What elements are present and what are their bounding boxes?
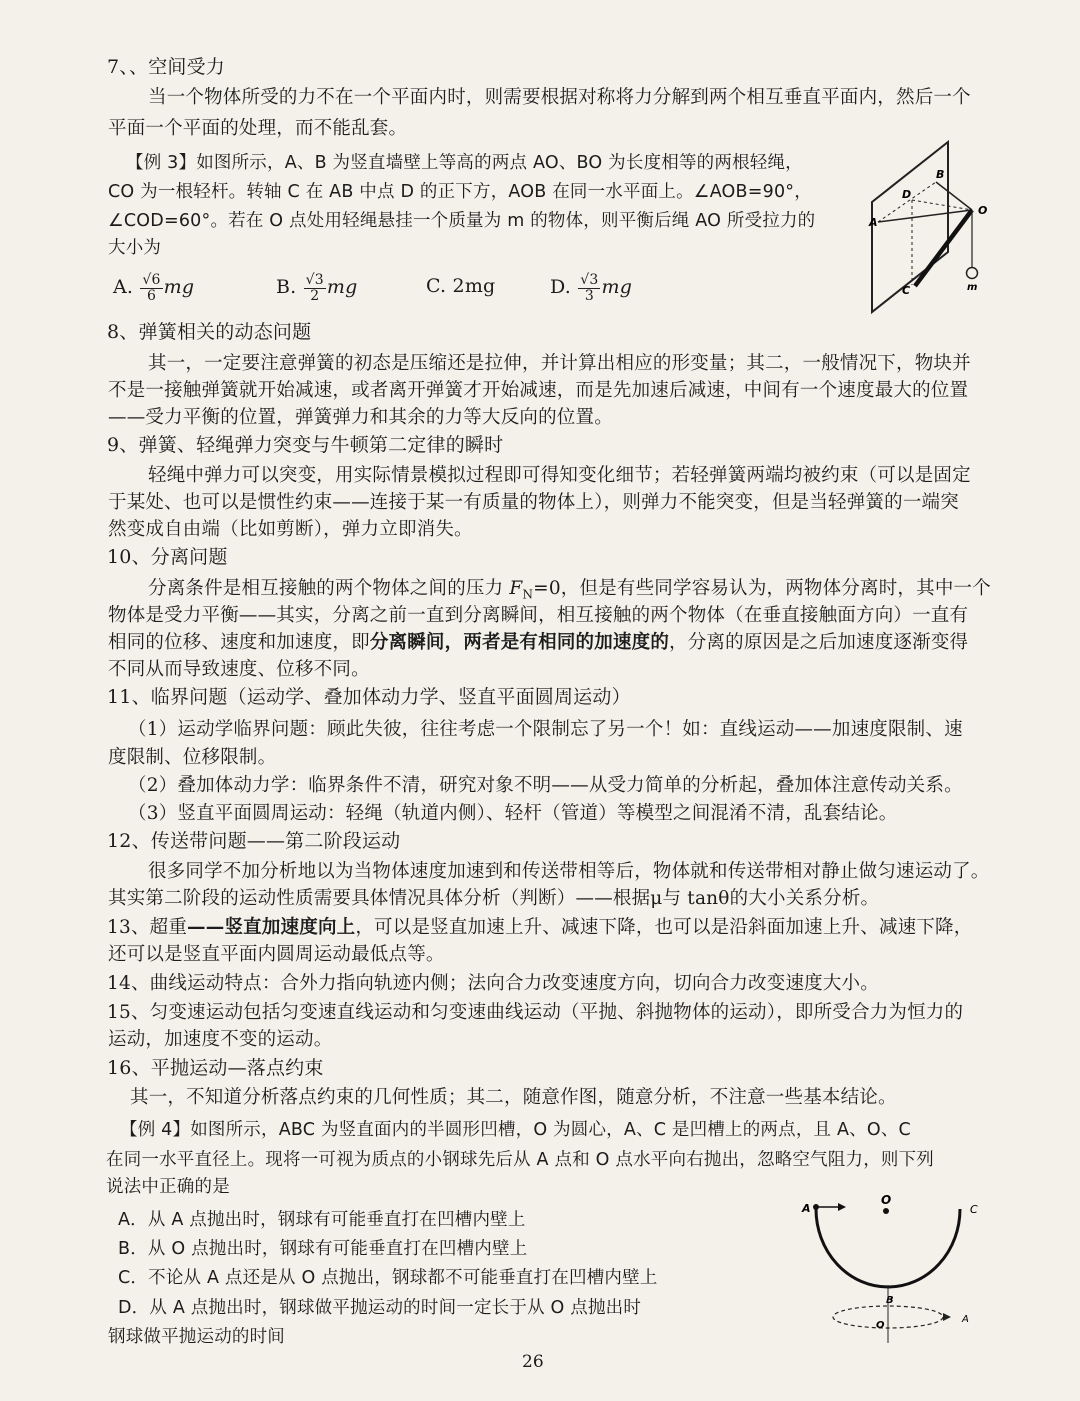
label-c: C [902, 284, 911, 297]
section-13-line1: 13、超重——竖直加速度向上，可以是竖直加速上升、减速下降，也可以是沿斜面加速上升、减速下降， [107, 917, 973, 938]
label-o: O [978, 204, 988, 217]
example-4-line1: 【例 4】如图所示，ABC 为竖直面内的半圆形凹槽，O 为圆心，A、C 是凹槽上的两点，且 A、O、C [120, 1120, 911, 1140]
ball-a [813, 1204, 819, 1210]
fraction: $\frac{√3}{2}$ [305, 271, 324, 304]
label-d: D [902, 188, 912, 201]
section-15-line2: 运动，加速度不变的运动。 [108, 1029, 333, 1050]
section-8-title: 8、弹簧相关的动态问题 [107, 321, 312, 343]
section-13-line2: 还可以是竖直平面内圆周运动最低点等。 [108, 944, 445, 965]
section-11-item1-line1: （1）运动学临界问题：顾此失彼，往往考虑一个限制忘了另一个！如：直线运动——加速度限制、速 [128, 719, 963, 740]
section-9-para-line2: 于某处、也可以是惯性约束——连接于某一有质量的物体上），则弹力不能突变，但是当轻弹簧的一端突 [108, 492, 959, 513]
label-b: B [886, 1295, 894, 1306]
label-m: m [967, 282, 978, 293]
section-11-item1-line2: 度限制、位移限制。 [108, 747, 277, 768]
semicircle-groove [816, 1209, 960, 1287]
example-3-line2: CO 为一根轻杆。转轴 C 在 AB 中点 D 的正下方，AOB 在同一水平面上。∠AOB=90°， [108, 182, 812, 202]
example-4-line3: 说法中正确的是 [106, 1177, 230, 1197]
section-11-item2: （2）叠加体动力学：临界条件不清，研究对象不明——从受力简单的分析起，叠加体注意传动关系。 [128, 775, 963, 796]
example-3-option-d: D. $\frac{√3}{3}$ mg [550, 271, 633, 304]
label-a-lower: A [962, 1314, 969, 1325]
example-4-line2: 在同一水平直径上。现将一可视为质点的小钢球先后从 A 点和 O 点水平向右抛出，忽略空气阻力，则下列 [106, 1150, 934, 1170]
example-3-option-b: B. $\frac{√3}{2}$ mg [276, 271, 358, 304]
fraction: $\frac{√6}{6}$ [142, 271, 161, 304]
section-8-para-line3: ——受力平衡的位置，弹簧弹力和其余的力等大反向的位置。 [108, 407, 613, 428]
section-10-para-line2: 物体是受力平衡——其实，分离之前一直到分离瞬间，相互接触的两个物体（在垂直接触面方向）一直有 [108, 605, 969, 626]
example-3-line4: 大小为 [108, 238, 162, 258]
example-4-option-d-line2: 钢球做平抛运动的时间 [108, 1327, 285, 1347]
label-b: B [936, 168, 945, 181]
example-4-option-a: A．从 A 点抛出时，钢球有可能垂直打在凹槽内壁上 [118, 1210, 526, 1230]
section-12-para-line2: 其实第二阶段的运动性质需要具体情况具体分析（判断）——根据μ与 tanθ的大小关系分析。 [108, 888, 880, 909]
section-12-title: 12、传送带问题——第二阶段运动 [107, 830, 401, 852]
example-3-figure [860, 140, 1010, 320]
ellipse-arrow [943, 1313, 951, 1321]
section-9-para-line3: 然变成自由端（比如剪断），弹力立即消失。 [108, 519, 473, 540]
rope-bo [936, 182, 972, 210]
section-8-para-line1: 其一，一定要注意弹簧的初态是压缩还是拉伸，并计算出相应的形变量；其二，一般情况下，物块并 [148, 353, 971, 374]
example-4-figure [790, 1185, 995, 1345]
section-10-para-line4: 不同从而导致速度、位移不同。 [108, 659, 370, 680]
section-7-title: 7、、空间受力 [107, 56, 225, 78]
mass-ball [967, 268, 978, 279]
example-3-line1: 【例 3】如图所示，A、B 为竖直墙壁上等高的两点 AO、BO 为长度相等的两根轻绳， [126, 153, 803, 173]
example-4-option-b: B．从 O 点抛出时，钢球有可能垂直打在凹槽内壁上 [118, 1239, 528, 1259]
section-10-para-line1: 分离条件是相互接触的两个物体之间的压力 $F_N=0$，但是有些同学容易认为，两物体分离时，其中一个 [148, 578, 991, 602]
section-10-title: 10、分离问题 [107, 546, 228, 568]
example-4-option-d-line1: D．从 A 点抛出时，钢球做平抛运动的时间一定长于从 O 点抛出时 [118, 1298, 642, 1318]
fraction: $\frac{√3}{3}$ [580, 271, 599, 304]
section-14-line1: 14、曲线运动特点：合外力指向轨迹内侧；法向合力改变速度方向，切向合力改变速度大小。 [107, 973, 879, 994]
section-11-item3: （3）竖直平面圆周运动：轻绳（轨道内侧）、轻杆（管道）等模型之间混淆不清，乱套结论。 [128, 803, 898, 824]
example-4-option-c: C．不论从 A 点还是从 O 点抛出，钢球都不可能垂直打在凹槽内壁上 [118, 1268, 658, 1288]
example-3-option-c: C. 2mg [426, 275, 496, 297]
ball-o [883, 1208, 889, 1214]
label-o: O [881, 1193, 892, 1207]
section-16-para-line1: 其一，不知道分析落点约束的几何性质；其二，随意作图，随意分析，不注意一些基本结论。 [130, 1087, 897, 1108]
section-12-para-line1: 很多同学不加分析地以为当物体速度加速到和传送带相等后，物体就和传送带相对静止做匀速运动了。 [148, 861, 990, 882]
section-7-para-line2: 平面一个平面的处理，而不能乱套。 [108, 118, 408, 139]
section-9-title: 9、弹簧、轻绳弹力突变与牛顿第二定律的瞬时 [107, 434, 504, 456]
label-o-lower: O [876, 1320, 885, 1331]
section-8-para-line2: 不是一接触弹簧就开始减速，或者离开弹簧才开始减速，而是先加速后减速，中间有一个速度最大的位置 [108, 380, 969, 401]
section-11-title: 11、临界问题（运动学、叠加体动力学、竖直平面圆周运动） [107, 686, 631, 708]
page-number: 26 [522, 1352, 544, 1372]
section-10-para-line3: 相同的位移、速度和加速度，即分离瞬间，两者是有相同的加速度的，分离的原因是之后加速度逐渐变得 [108, 632, 969, 653]
section-15-line1: 15、匀变速运动包括匀变速直线运动和匀变速曲线运动（平抛、斜抛物体的运动），即所受合力为恒力的 [107, 1002, 964, 1023]
section-16-title: 16、平抛运动—落点约束 [107, 1057, 324, 1079]
label-c: C [970, 1203, 978, 1216]
label-a: A [802, 1202, 811, 1215]
section-7-para-line1: 当一个物体所受的力不在一个平面内时，则需要根据对称将力分解到两个相互垂直平面内，然后一个 [148, 87, 971, 108]
rod-co [915, 210, 972, 286]
example-3-line3: ∠COD=60°。若在 O 点处用轻绳悬挂一个质量为 m 的物体，则平衡后绳 AO 所受拉力的 [108, 211, 816, 231]
section-9-para-line1: 轻绳中弹力可以突变，用实际情景模拟过程即可得知变化细节；若轻弹簧两端均被约束（可以是固定 [148, 465, 971, 486]
example-3-option-a: A. $\frac{√6}{6}$ mg [113, 271, 195, 304]
arrow-head [838, 1203, 846, 1211]
line-do [912, 200, 972, 210]
rope-ao [878, 210, 972, 222]
label-a: A [869, 216, 878, 229]
